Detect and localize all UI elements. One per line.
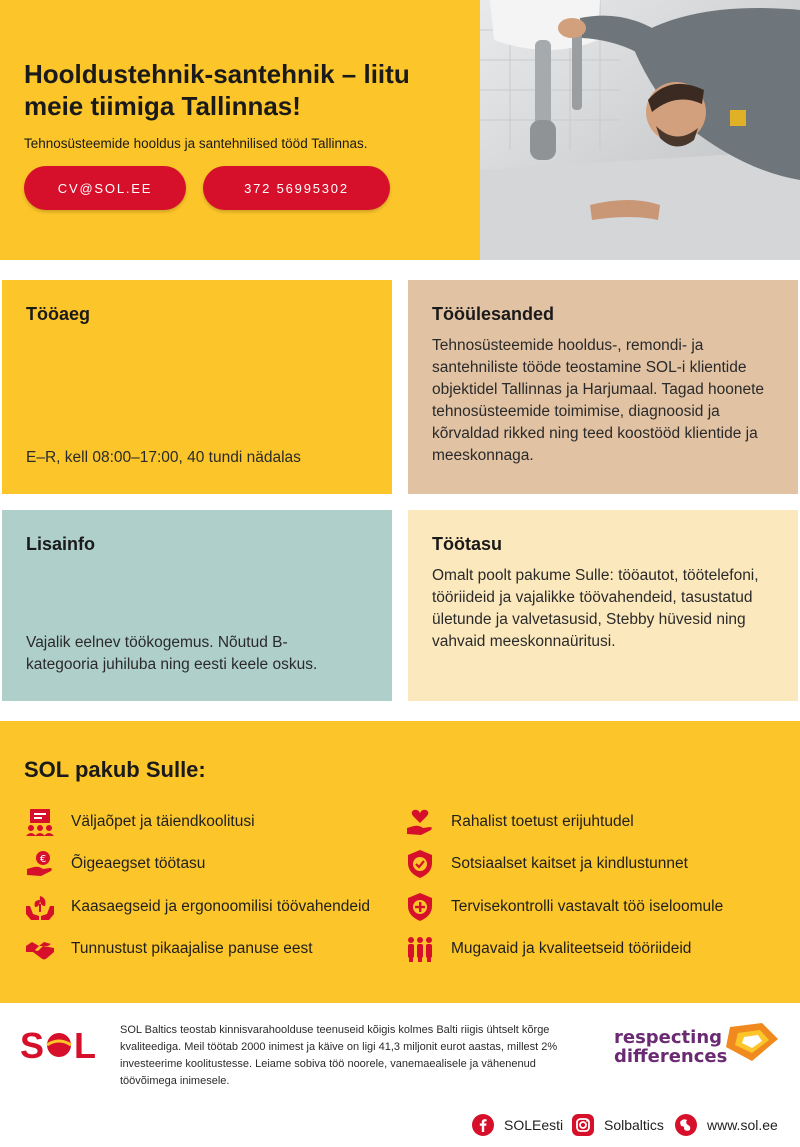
worktime-title: Tööaeg <box>26 304 91 324</box>
handshake-icon <box>24 934 56 964</box>
benefit-item <box>24 934 313 964</box>
respecting-line2: differences <box>614 1046 728 1067</box>
sol-logo <box>20 1025 102 1065</box>
benefit-label: Tervisekontrolli vastavalt töö iseloomule <box>451 898 724 915</box>
training-icon <box>24 807 56 837</box>
website-label: www.sol.ee <box>707 1117 778 1133</box>
info-card <box>2 510 392 701</box>
benefit-label: Mugavaid ja kvaliteetseid tööriideid <box>451 940 692 957</box>
svg-text:€: € <box>39 854 47 865</box>
globe-icon <box>675 1114 697 1136</box>
benefit-item <box>404 934 691 964</box>
benefit-label: Kaasaegseid ja ergonoomilisi töövahendeid <box>71 898 371 915</box>
benefit-item <box>24 892 370 922</box>
worktime-text: E–R, kell 08:00–17:00, 40 tundi nädalas <box>26 449 301 466</box>
worktime-card <box>2 280 392 494</box>
benefit-item <box>404 892 723 922</box>
website-link[interactable] <box>675 1114 778 1136</box>
benefit-item <box>404 807 634 837</box>
euro-hand-icon <box>24 849 56 879</box>
shield-plus-icon <box>404 892 436 922</box>
shield-check-icon <box>404 849 436 879</box>
facebook-label: SOLEesti <box>504 1117 564 1133</box>
benefit-item <box>24 849 205 879</box>
tasks-card <box>408 280 798 494</box>
salary-title: Töötasu <box>432 534 502 554</box>
heart-hand-icon <box>404 807 436 837</box>
phone-button[interactable]: 372 56995302 <box>203 166 390 210</box>
benefit-label: Tunnustust pikaajalise panuse eest <box>71 940 313 957</box>
instagram-label: Solbaltics <box>604 1117 664 1133</box>
benefit-label: Rahalist toetust erijuhtudel <box>451 813 634 830</box>
hero-banner <box>0 0 800 260</box>
email-button[interactable]: CV@SOL.EE <box>24 166 186 210</box>
benefits-section <box>0 721 800 1003</box>
tasks-text: Tehnosüsteemide hooldus-, remondi- ja santehniliste tööde teostamine SOL-i klientide objektidel Tallinnas ja Harjumaal. Tagad hoonete tehnosüsteemide toimimise, diagnoosid ja kõrvaldad rikked ning teed koostööd klientide ja meeskonnaga. <box>432 337 765 464</box>
instagram-icon <box>572 1114 594 1136</box>
benefit-item <box>24 807 255 837</box>
benefit-label: Sotsiaalset kaitset ja kindlustunnet <box>451 855 688 872</box>
info-text: Vajalik eelnev töökogemus. Nõutud B-kategooria juhiluba ning eesti keele oskus. <box>26 634 318 673</box>
benefits-title: SOL pakub Sulle: <box>24 757 206 782</box>
diamond-shape-icon <box>722 1021 780 1063</box>
facebook-link[interactable] <box>472 1114 563 1136</box>
page-title: Hooldustehnik-santehnik – liitu meie tiimiga Tallinnas! <box>24 59 410 121</box>
tasks-title: Tööülesanded <box>432 304 555 324</box>
svg-text:L: L <box>74 1025 96 1065</box>
info-title: Lisainfo <box>26 534 96 554</box>
footer <box>0 1003 800 1147</box>
technician-photo <box>480 0 800 260</box>
respecting-differences-logo <box>614 1028 727 1066</box>
instagram-link[interactable] <box>572 1114 664 1136</box>
salary-card <box>408 510 798 701</box>
facebook-icon <box>472 1114 494 1136</box>
benefit-item <box>404 849 688 879</box>
respecting-line1: respecting <box>614 1027 723 1048</box>
page-subtitle: Tehnosüsteemide hooldus ja santehnilised tööd Tallinnas. <box>24 136 368 151</box>
benefit-label: Väljaõpet ja täiendkoolitusi <box>71 813 255 830</box>
plant-hands-icon <box>24 892 56 922</box>
company-description: SOL Baltics teostab kinnisvarahoolduse teenuseid kõigis kolmes Balti riigis ühtselt kõrge kvaliteediga. Meil töötab 2000 inimest ja käive on ligi 41,3 miljonit eurot aastas, millest 2% investeerime koolitustesse. Leiame sobiva töö noorele, vanemaealisele ja vähenenud töövõimega inimesele. <box>120 1024 558 1087</box>
svg-text:S: S <box>20 1025 45 1065</box>
benefit-label: Õigeaegset töötasu <box>71 855 206 872</box>
salary-text: Omalt poolt pakume Sulle: tööautot, töötelefoni, tööriideid ja vajalikke töövahendeid, tasustatud ületunde ja valvetasusid, Stebby hüvesid ning vahvaid meeskonnaüritusi. <box>432 567 759 650</box>
people-icon <box>404 934 436 964</box>
